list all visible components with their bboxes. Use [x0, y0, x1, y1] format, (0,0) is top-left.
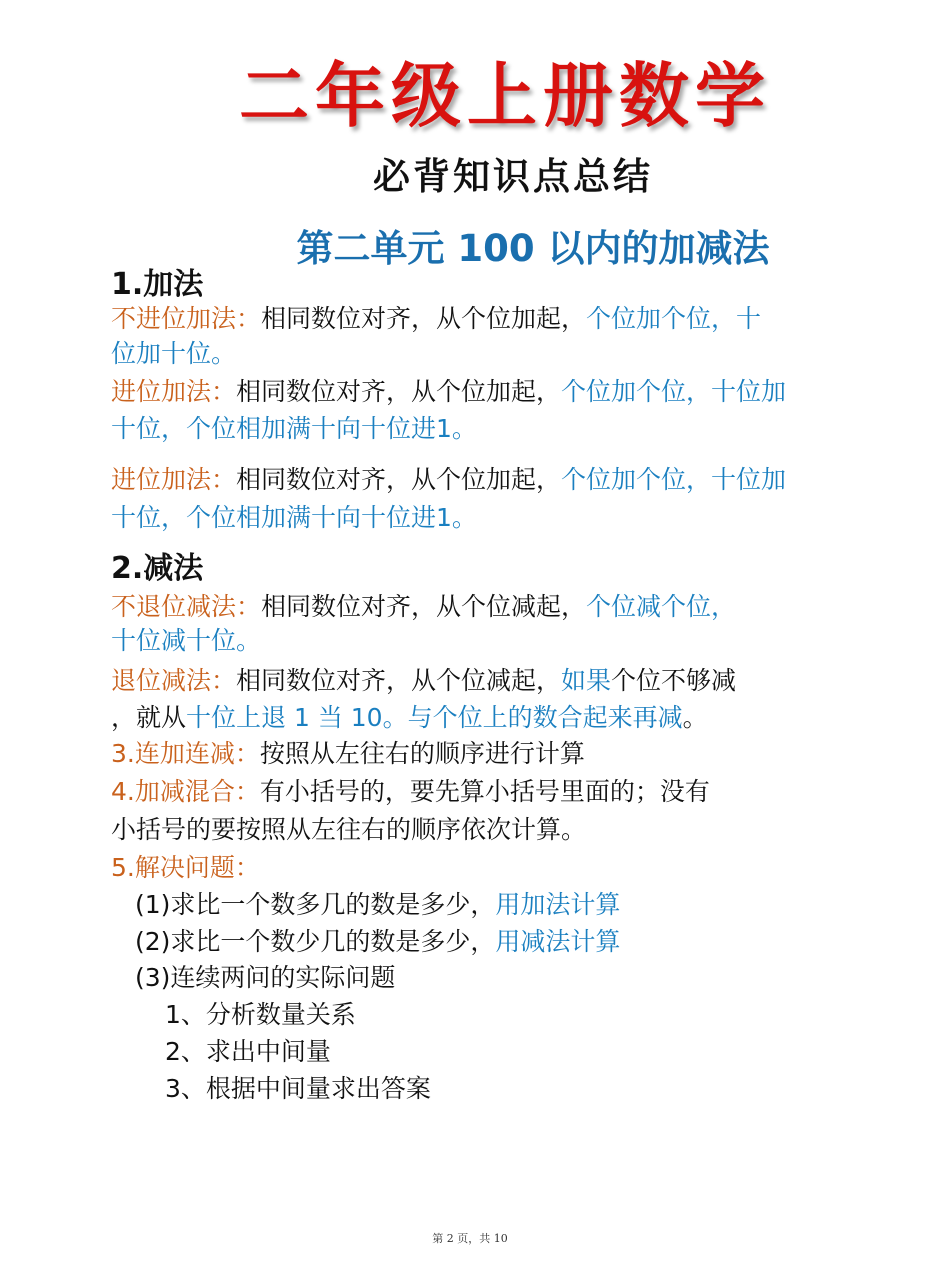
rule-highlight: 十位上退 1 当 10。与个位上的数合起来再减: [186, 703, 683, 732]
problem-method: 用减法计算: [495, 927, 621, 956]
subtraction-item-2-line-1: [111, 668, 736, 693]
section-mixed-operations-line-2: [111, 817, 586, 842]
term-label: 进位加法：: [111, 465, 237, 494]
term-label: 4.加减混合：: [111, 777, 260, 806]
rule-highlight: 十位，个位相加满十向十位进1。: [111, 503, 477, 532]
rule-highlight: 位加十位。: [111, 339, 237, 368]
addition-item-2-line-2: [111, 416, 477, 441]
section-problem-solving-heading: [111, 855, 260, 880]
rule-highlight: 十位减十位。: [111, 626, 262, 655]
term-label: 3.连加连减：: [111, 739, 260, 768]
rule-text-end: 。: [682, 703, 708, 732]
rule-text: 相同数位对齐，从个位加起，: [261, 304, 587, 333]
problem-text: (1)求比一个数多几的数是多少，: [135, 890, 496, 919]
section-mixed-operations-line-1: [111, 779, 710, 804]
subtraction-item-1-line-2: [111, 628, 261, 653]
problem-step-1: 1、分析数量关系: [165, 1000, 356, 1029]
section-consecutive-operations: [111, 741, 585, 766]
rule-highlight: 个位减个位，: [586, 592, 737, 621]
page-subtitle: 必背知识点总结: [373, 155, 653, 198]
addition-item-3-line-2: [111, 505, 477, 530]
rule-text: 有小括号的，要先算小括号里面的；没有: [259, 777, 710, 806]
rule-text-continued: 个位不够减: [611, 666, 737, 695]
section-heading-subtraction: 2.减法: [111, 551, 204, 586]
rule-highlight: 个位加个位，十位加: [561, 377, 787, 406]
problem-step-2: 2、求出中间量: [165, 1037, 331, 1066]
rule-text: 相同数位对齐，从个位加起，: [236, 377, 562, 406]
rule-text: 小括号的要按照从左往右的顺序依次计算。: [111, 815, 587, 844]
problem-method: 用加法计算: [495, 890, 621, 919]
page-number-footer: 第 2 页，共 10: [432, 1232, 508, 1245]
rule-text: 按照从左往右的顺序进行计算: [259, 739, 585, 768]
term-label: 退位减法：: [111, 666, 237, 695]
subtraction-item-1-line-1: [111, 594, 736, 619]
rule-text: 相同数位对齐，从个位加起，: [236, 465, 562, 494]
term-label: 不退位减法：: [111, 592, 262, 621]
rule-highlight: 十位，个位相加满十向十位进1。: [111, 414, 477, 443]
page-title: 二年级上册数学: [239, 54, 771, 137]
problem-item-1: [135, 892, 620, 917]
rule-text: 相同数位对齐，从个位减起，: [261, 592, 587, 621]
term-label: 5.解决问题：: [111, 853, 260, 882]
problem-item-2: [135, 929, 620, 954]
problem-text: (2)求比一个数少几的数是多少，: [135, 927, 496, 956]
addition-item-1-line-1: [111, 306, 761, 331]
addition-item-3-line-1: [111, 467, 786, 492]
subtraction-item-2-line-2: [111, 705, 708, 730]
problem-item-3: [135, 965, 395, 990]
rule-text: ，就从: [111, 703, 187, 732]
addition-item-2-line-1: [111, 379, 786, 404]
rule-highlight: 个位加个位，十位加: [561, 465, 787, 494]
problem-text: (3)连续两问的实际问题: [135, 963, 396, 992]
section-heading-addition: 1.加法: [111, 267, 204, 302]
term-label: 进位加法：: [111, 377, 237, 406]
rule-highlight: 如果: [561, 666, 612, 695]
addition-item-1-line-2: [111, 341, 236, 366]
term-label: 不进位加法：: [111, 304, 262, 333]
rule-text: 相同数位对齐，从个位减起，: [236, 666, 562, 695]
rule-highlight: 个位加个位，十: [586, 304, 762, 333]
problem-step-3: 3、根据中间量求出答案: [165, 1074, 431, 1103]
unit-title: 第二单元 100 以内的加减法: [296, 227, 770, 270]
